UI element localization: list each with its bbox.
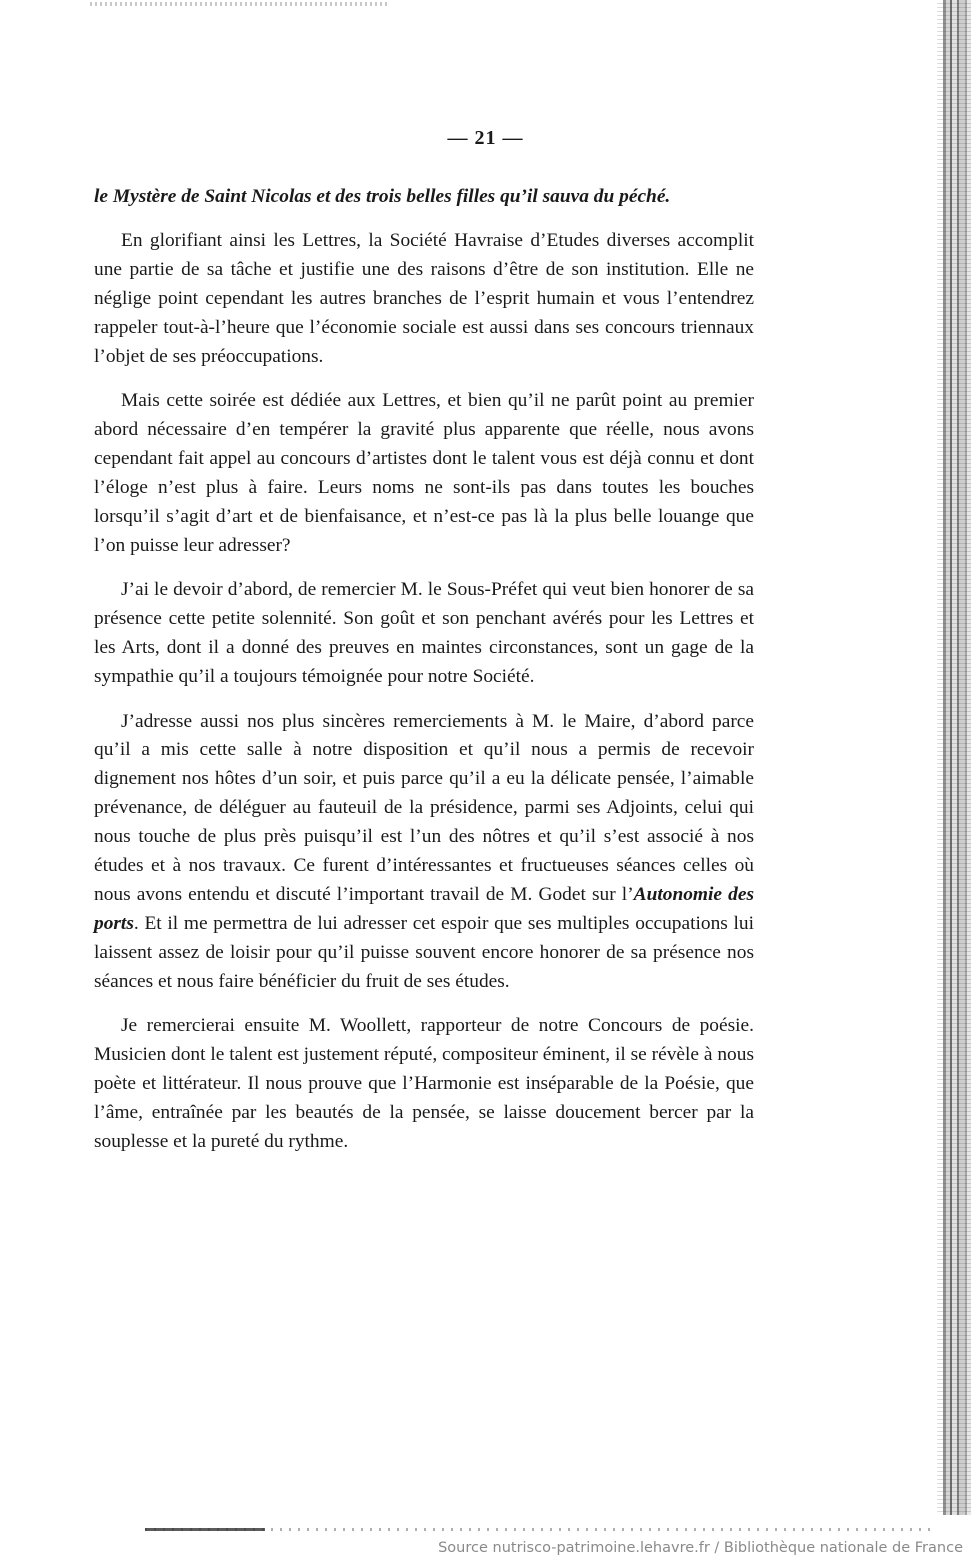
paragraph-continued: le Mystère de Saint Nicolas et des trois belles filles qu’il sauva du péché. xyxy=(94,186,671,207)
paragraph: En glorifiant ainsi les Lettres, la Société Havraise d’Etudes diverses accomplit une partie de sa tâche et justifie une des raisons d’être de son institution. Elle ne néglige point cependant les autres branches de l’esprit humain et vous l’entendrez rappeler tout-à-l’heure que l’économie sociale est aussi dans ses concours triennaux l’objet de ses préoccupations. xyxy=(94,230,754,368)
paragraph: Mais cette soirée est dédiée aux Lettres, et bien qu’il ne parût point au premier abord nécessaire d’en tempérer la gravité plus apparente que réelle, nous avons cependant fait appel au concours d’artistes dont le talent vous est déjà connu et dont l’éloge n’est plus à faire. Leurs noms ne sont-ils pas dans toutes les bouches lorsqu’il s’agit d’art et de bienfaisance, et n’est-ce pas là la plus belle louange que l’on puisse leur adresser? xyxy=(94,390,754,556)
page-body xyxy=(94,183,754,1172)
source-credit: Source nutrisco-patrimoine.lehavre.fr / Bibliothèque nationale de France xyxy=(438,1540,963,1556)
paragraph-text: J’adresse aussi nos plus sincères remerciements à M. le Maire, d’abord parce qu’il a mis cette salle à notre disposition et qu’il nous a permis de recevoir dignement nos hôtes d’un soir, et puis parce qu’il a eu la délicate pensée, l’aimable prévenance, de déléguer au fauteuil de la présidence, parmi ses Adjoints, celui qui nous touche de plus près puisqu’il est l’un des nôtres et qu’il s’est associé à nos études et à nos travaux. Ce furent d’intéressantes et fructueuses séances celles où nous avons entendu et discuté l’important travail de M. Godet sur l’ xyxy=(94,710,754,905)
paragraph: Je remercierai ensuite M. Woollett, rapporteur de notre Concours de poésie. Musicien dont le talent est justement réputé, compositeur éminent, il se révèle à nous poète et littérateur. Il nous prouve que l’Harmonie est inséparable de la Poésie, que l’âme, entraînée par les beautés de la pensée, se laisse doucement bercer par la souplesse et la pureté du rythme. xyxy=(94,1015,754,1152)
paragraph: J’ai le devoir d’abord, de remercier M. le Sous-Préfet qui veut bien honorer de sa présence cette petite solennité. Son goût et son penchant avérés pour les Lettres et les Arts, dont il a donné des preuves en maintes circonstances, sont un gage de la sympathie qu’il a toujours témoignée pour notre Société. xyxy=(94,579,754,688)
book-binding-edge xyxy=(937,0,971,1515)
italic-title: Autonomie des ports xyxy=(94,883,754,934)
scan-noise-top xyxy=(90,2,390,6)
footer-rule xyxy=(145,1528,265,1531)
paragraph-text: . Et il me permettra de lui adresser cet espoir que ses multiples occupations lui laissent assez de loisir pour qu’il puisse souvent encore honorer de sa présence nos séances et nous faire bénéficier du fruit de ses études. xyxy=(94,912,754,992)
paragraph xyxy=(94,708,754,997)
page-number: — 21 — xyxy=(447,127,524,149)
